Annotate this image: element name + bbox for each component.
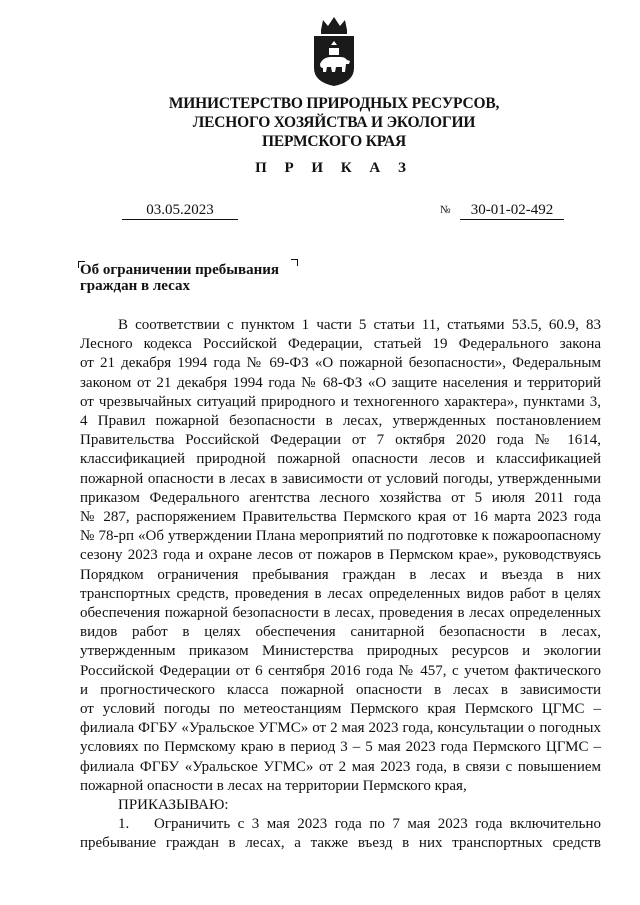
- preamble-line: филиала ФГБУ «Уральское УГМС» от 2 мая 2023 года, консультации о погодных: [80, 720, 601, 737]
- ministry-line: ПЕРМСКОГО КРАЯ: [261, 133, 407, 150]
- document-type-title: П Р И К А З: [255, 160, 413, 176]
- preamble-line: пожарной опасности в лесах в зависимости от условий погоды, утвержденными: [80, 470, 601, 487]
- preamble-line: Порядком ограничения пребывания граждан в лесах и въезда в них: [80, 566, 601, 583]
- order-body: [80, 316, 601, 854]
- order-number-label: №: [440, 204, 451, 216]
- preamble-line: сезону 2023 года и охране лесов от пожаров в Пермском крае», руководствуясь: [80, 547, 601, 564]
- preamble-line: № 287, распоряжением Правительства Пермского края от 16 марта 2023 года: [80, 509, 601, 526]
- ministry-line: МИНИСТЕРСТВО ПРИРОДНЫХ РЕСУРСОВ,: [168, 95, 500, 112]
- ministry-name: [0, 94, 640, 151]
- preamble-line: Российской Федерации от 6 сентября 2016 года № 457, с учетом фактического: [80, 662, 601, 679]
- preamble-line: утвержденным приказом Министерства природных ресурсов и экологии: [80, 643, 601, 660]
- preamble-line: пожарной опасности в лесах на территории Пермского края,: [80, 777, 467, 794]
- subject-line: граждан в лесах: [80, 278, 190, 294]
- order-number: 30-01-02-492: [460, 202, 564, 220]
- preamble-line: видов работ в целях обеспечения санитарной безопасности в лесах,: [80, 624, 601, 641]
- perm-krai-coat-of-arms-icon: [311, 14, 357, 88]
- preamble-line: Лесного кодекса Российской Федерации, статьей 19 Федерального закона: [80, 336, 601, 353]
- preamble-line: обеспечения пожарной безопасности в лесах, проведения в лесах определенных: [80, 605, 601, 622]
- order-directive-word: ПРИКАЗЫВАЮ:: [118, 797, 229, 814]
- preamble-line: классификацией природной пожарной опасности лесов и классификацией: [80, 451, 601, 468]
- preamble-line: транспортных средств, проведения в лесах определенных видов работ в целях: [80, 585, 601, 602]
- preamble-line: В соответствии с пунктом 1 части 5 статьи 11, статьями 53.5, 60.9, 83: [118, 317, 601, 333]
- preamble-line: от чрезвычайных ситуаций природного и техногенного характера», пунктами 3,: [80, 393, 601, 410]
- preamble-line: и прогностического класса пожарной опасности в лесах в зависимости: [80, 681, 601, 698]
- order-item-1-line: пребывание граждан в лесах, а также въезд в них транспортных средств: [80, 835, 601, 852]
- preamble-line: Правительства Российской Федерации от 7 октября 2020 года № 1614,: [80, 432, 601, 449]
- preamble-line: законом от 21 декабря 1994 года № 68-ФЗ «О защите населения и территорий: [80, 374, 601, 391]
- preamble-line: 4 Правил пожарной безопасности в лесах, утвержденных постановлением: [80, 413, 601, 430]
- order-item-1-line: [80, 815, 601, 834]
- preamble-line: условиях по Пермскому краю в период 3 – 5 мая 2023 года Пермского ЦГМС –: [80, 739, 601, 756]
- preamble-line: № 78-рп «Об утверждении Плана мероприятий по подготовке к пожароопасному: [80, 528, 601, 545]
- preamble-line: от 21 декабря 1994 года № 69-ФЗ «О пожарной безопасности», Федеральным: [80, 355, 601, 372]
- order-item-text: Ограничить с 3 мая 2023 года по 7 мая 2023 года включительно: [154, 816, 601, 833]
- preamble-line: приказом Федерального агентства лесного хозяйства от 5 июля 2011 года: [80, 489, 601, 506]
- preamble-line: филиала ФГБУ «Уральское УГМС» от 2 мая 2023 года, в связи с повышением: [80, 758, 601, 775]
- subject-line: Об ограничении пребывания: [80, 262, 280, 278]
- subject-corner-mark-right: [291, 259, 298, 266]
- order-date: 03.05.2023: [122, 202, 238, 220]
- order-subject: [80, 262, 279, 294]
- ministry-line: ЛЕСНОГО ХОЗЯЙСТВА И ЭКОЛОГИИ: [192, 114, 476, 131]
- preamble-line: от условий погоды по метеостанциям Пермского края Пермского ЦГМС –: [80, 701, 601, 718]
- order-item-number: 1.: [118, 816, 130, 833]
